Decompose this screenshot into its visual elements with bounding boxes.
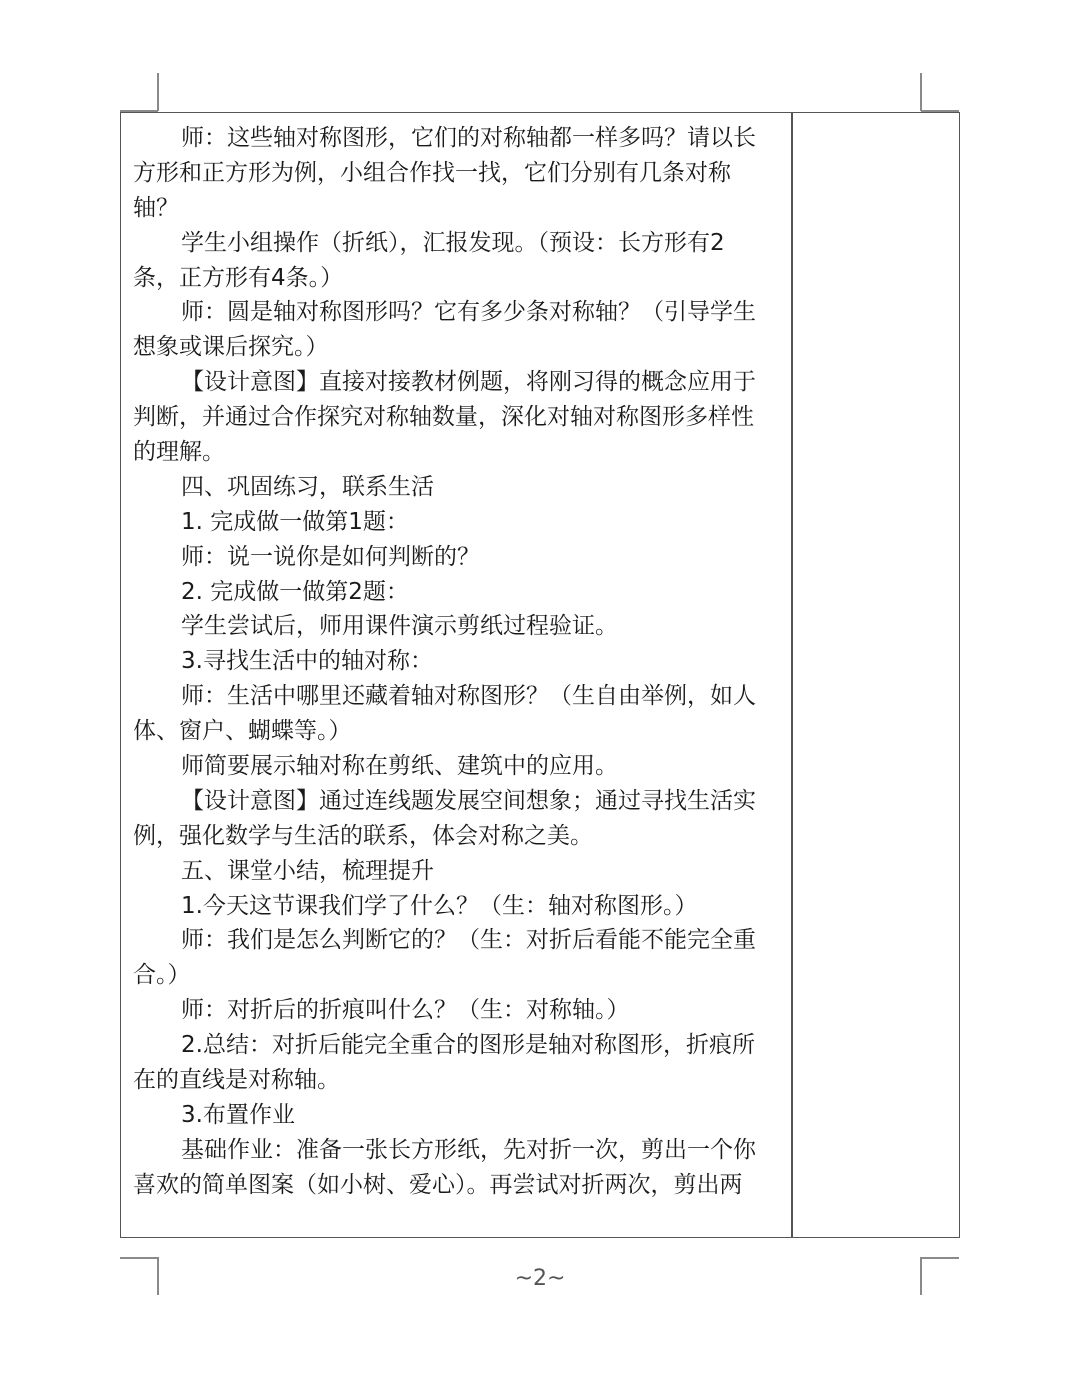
text-line: 学生小组操作（折纸），汇报发现。（预设：长方形有2 (181, 229, 725, 256)
text-line: 【设计意图】直接对接教材例题，将刚习得的概念应用于 (181, 369, 756, 396)
text-line: 五、课堂小结，梳理提升 (181, 857, 434, 884)
text-line: 3.布置作业 (181, 1101, 295, 1128)
text-line: 四、巩固练习，联系生活 (181, 473, 434, 500)
text-line: 师：这些轴对称图形，它们的对称轴都一样多吗？请以长 (181, 125, 756, 151)
text-line: 基础作业：准备一张长方形纸，先对折一次，剪出一个你 (181, 1136, 756, 1163)
crop-mark-top-left-vertical (157, 73, 159, 111)
lesson-content-cell (133, 121, 785, 1203)
text-line: 师：生活中哪里还藏着轴对称图形？（生自由举例，如人 (181, 683, 756, 710)
text-line: 师：我们是怎么判断它的？（生：对折后看能不能完全重 (181, 927, 756, 954)
text-line: 2.总结：对折后能完全重合的图形是轴对称图形，折痕所 (181, 1032, 755, 1059)
text-line: 在的直线是对称轴。 (133, 1067, 340, 1094)
crop-mark-bottom-left-horizontal (120, 1257, 158, 1259)
text-line: 1. 完成做一做第1题： (181, 508, 409, 535)
text-line: 3.寻找生活中的轴对称： (181, 648, 433, 675)
text-line: 师：圆是轴对称图形吗？它有多少条对称轴？（引导学生 (181, 299, 756, 326)
text-line: 师简要展示轴对称在剪纸、建筑中的应用。 (181, 753, 618, 780)
text-line: 想象或课后探究。） (133, 334, 329, 361)
text-line: 方形和正方形为例，小组合作找一找，它们分别有几条对称 (133, 159, 731, 186)
text-line: 【设计意图】通过连线题发展空间想象；通过寻找生活实 (181, 787, 756, 814)
text-line: 体、窗户、蝴蝶等。） (133, 718, 352, 745)
text-line: 条，正方形有4条。） (133, 264, 344, 291)
text-line: 的理解。 (133, 439, 225, 466)
text-line: 合。） (133, 962, 191, 989)
text-line: 2. 完成做一做第2题： (181, 578, 409, 605)
text-line: 判断，并通过合作探究对称轴数量，深化对轴对称图形多样性 (133, 404, 754, 431)
lesson-table (120, 112, 960, 1238)
crop-mark-bottom-right-horizontal (921, 1257, 959, 1259)
text-line: 1.今天这节课我们学了什么？（生：轴对称图形。） (181, 892, 698, 919)
text-line: 学生尝试后，师用课件演示剪纸过程验证。 (181, 613, 618, 640)
text-line: 轴？ (133, 194, 179, 221)
page-number: ~2~ (514, 1266, 566, 1291)
text-line: 喜欢的简单图案（如小树、爱心）。再尝试对折两次，剪出两 (133, 1171, 743, 1198)
text-line: 例，强化数学与生活的联系，体会对称之美。 (133, 822, 593, 849)
text-line: 师：说一说你是如何判断的？ (181, 543, 480, 570)
crop-mark-top-right-vertical (920, 73, 922, 111)
text-line: 师：对折后的折痕叫什么？（生：对称轴。） (181, 997, 630, 1024)
notes-cell (793, 113, 959, 1237)
